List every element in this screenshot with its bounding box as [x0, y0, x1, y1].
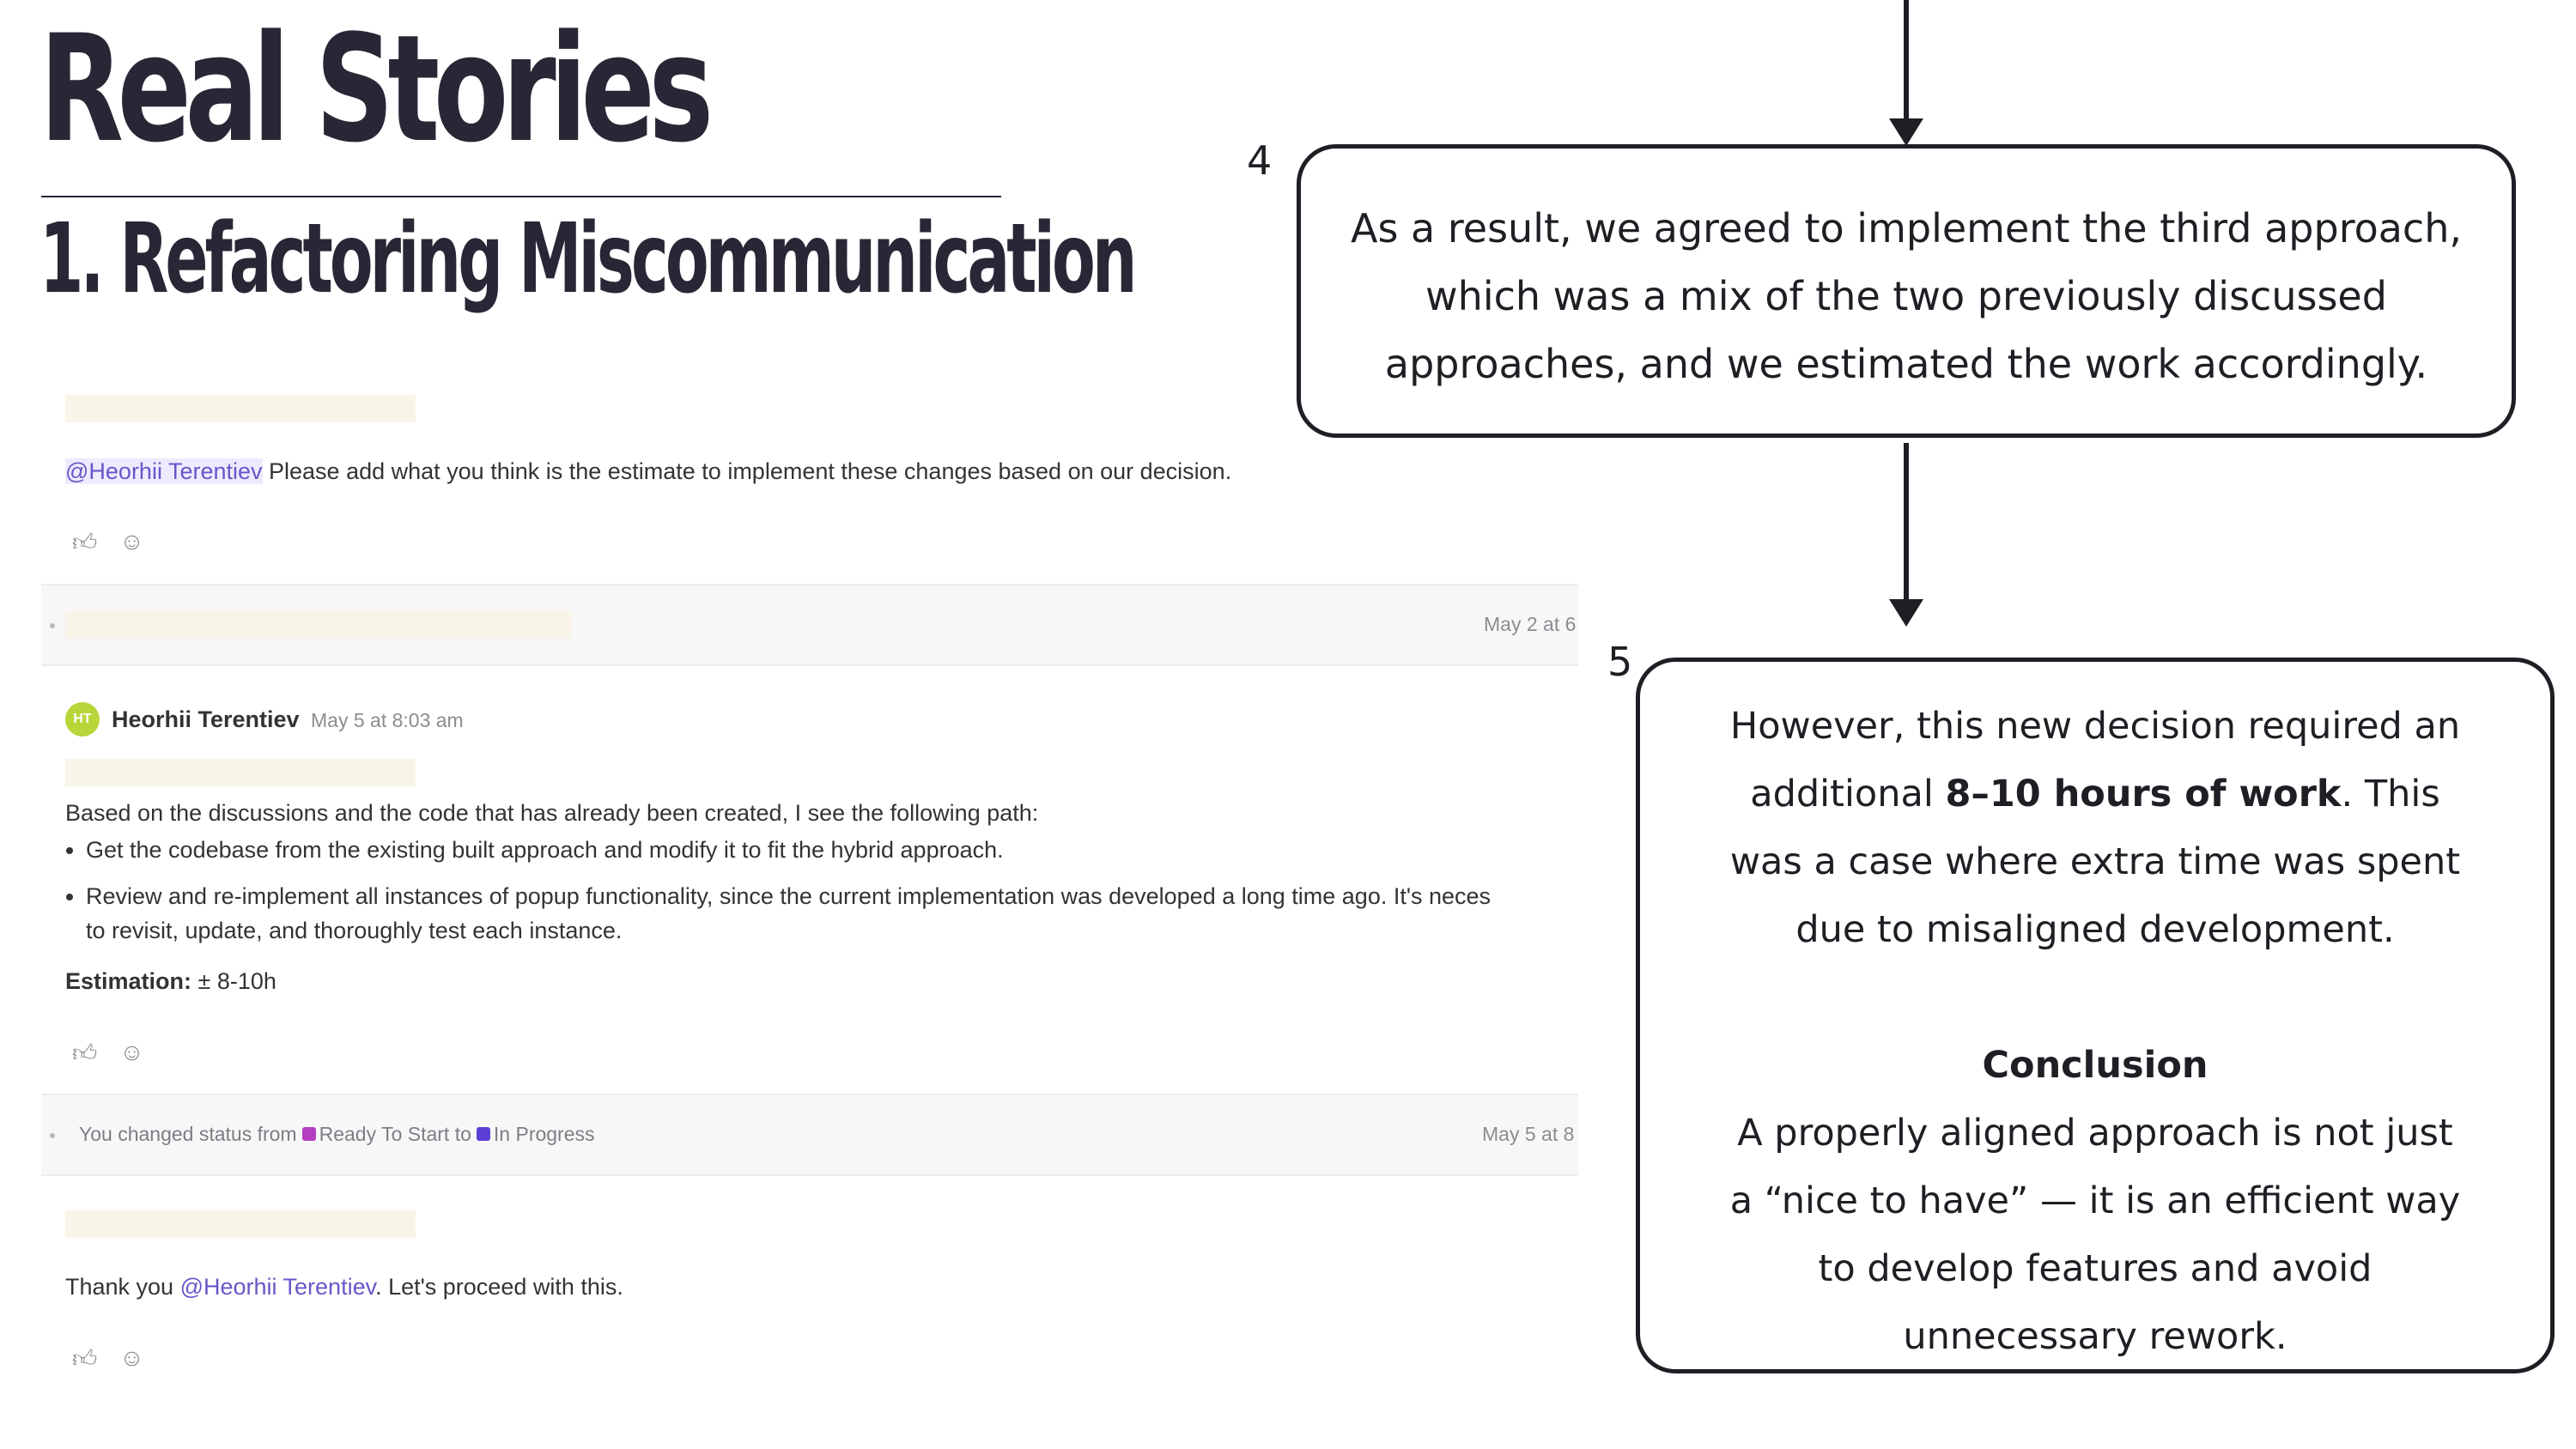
step-4-line: approaches, and we estimated the work accordingly. — [1384, 341, 2428, 387]
status-color-icon — [477, 1127, 490, 1141]
activity-dot — [50, 1133, 55, 1138]
comment-timestamp[interactable]: May 5 at 8:03 am — [311, 709, 464, 731]
conclusion-line: unnecessary rework. — [1903, 1315, 2287, 1358]
conclusion-line: to develop features and avoid — [1818, 1247, 2372, 1290]
step-5-line: due to misaligned development. — [1795, 908, 2395, 951]
mention-link[interactable]: @Heorhii Terentiev — [179, 1274, 376, 1300]
arrow-line — [1904, 0, 1909, 122]
comment-1-text: @Heorhii Terentiev Please add what you think is the estimate to implement these changes based on our decision. — [65, 458, 1232, 484]
arrow-line — [1904, 443, 1909, 603]
thumbs-up-icon[interactable]: 👍︎ — [72, 529, 98, 555]
comment-1-reactions — [72, 528, 144, 557]
comment-3-text: Thank you @Heorhii Terentiev. Let's proceed with this. — [65, 1274, 623, 1300]
activity-dot — [50, 623, 55, 628]
page-title: Real Stories — [39, 3, 708, 175]
avatar: HT — [65, 702, 100, 737]
redacted-name — [65, 759, 416, 786]
thumbs-up-icon[interactable]: 👍︎ — [72, 1345, 98, 1372]
comment-thread — [41, 378, 1578, 1425]
thumbs-up-icon[interactable]: 👍︎ — [72, 1040, 98, 1066]
redacted-name — [65, 1210, 416, 1238]
step-5-line: was a case where extra time was spent — [1729, 840, 2461, 883]
redacted-name — [65, 395, 416, 422]
add-reaction-icon[interactable]: ☺ — [119, 528, 144, 555]
add-reaction-icon[interactable]: ☺ — [119, 1344, 144, 1371]
comment-2-bullets — [41, 833, 1491, 960]
step-number: 5 — [1607, 639, 1633, 685]
section-subtitle: 1. Refactoring Miscommunication — [39, 203, 1134, 315]
mention-link[interactable]: @Heorhii Terentiev — [65, 458, 263, 484]
activity-timestamp: May 5 at 8 — [1482, 1123, 1575, 1145]
list-item: • Get the codebase from the existing built approach and modify it to fit the hybrid approach. — [86, 833, 1491, 867]
arrow-down-icon — [1889, 118, 1923, 146]
step-number: 4 — [1247, 137, 1273, 184]
step-4-box — [1297, 144, 2516, 438]
redacted-activity — [65, 611, 572, 639]
step-4-line: As a result, we agreed to implement the third approach, — [1351, 205, 2462, 252]
status-change-row — [41, 1094, 1578, 1176]
status-color-icon — [302, 1127, 316, 1141]
title-divider — [41, 196, 1001, 197]
comment-author[interactable]: Heorhii Terentiev — [112, 706, 300, 732]
list-item: • Review and re-implement all instances of popup functionality, since the current implementation was developed a long time ago. It's neces to revisit, update, and thoroughly test each instance. — [86, 879, 1491, 948]
comment-3-reactions — [72, 1344, 144, 1373]
step-4-line: which was a mix of the two previously discussed — [1425, 273, 2387, 319]
add-reaction-icon[interactable]: ☺ — [119, 1039, 144, 1065]
step-5-box — [1636, 658, 2555, 1373]
arrow-down-icon — [1889, 599, 1923, 627]
conclusion-heading: Conclusion — [1982, 1044, 2208, 1087]
conclusion-line: a “nice to have” — it is an efficient way — [1729, 1179, 2461, 1222]
step-5-line: However, this new decision required an — [1729, 705, 2461, 748]
activity-row — [41, 584, 1578, 666]
status-change-text: You changed status from Ready To Start to In Progress — [79, 1123, 595, 1145]
step-5-line: additional 8–10 hours of work. This — [1750, 773, 2440, 815]
conclusion-line: A properly aligned approach is not just — [1737, 1112, 2453, 1155]
estimation: Estimation: ± 8-10h — [65, 968, 276, 994]
comment-2-intro: Based on the discussions and the code that has already been created, I see the following path: — [65, 800, 1039, 826]
comment-2-reactions — [72, 1039, 144, 1068]
activity-timestamp: May 2 at 6 — [1484, 613, 1577, 635]
